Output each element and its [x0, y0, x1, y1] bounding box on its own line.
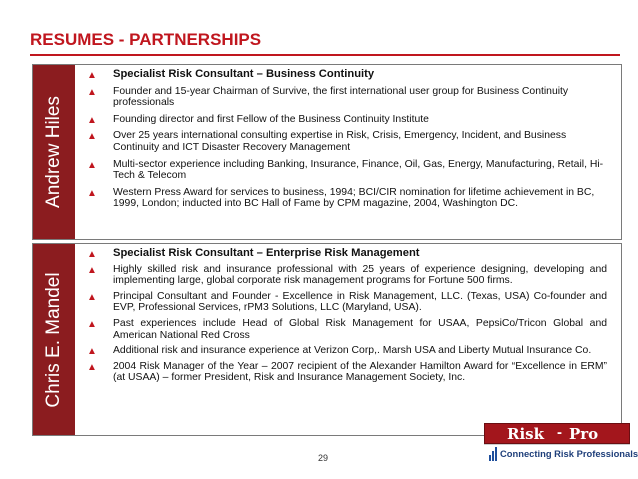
triangle-bullet-icon: ▲	[87, 264, 97, 276]
name-sidebar	[33, 244, 75, 435]
list-item	[83, 291, 607, 314]
logo-word-pro: Pro	[569, 425, 599, 443]
list-item	[83, 159, 607, 182]
headline-text: Specialist Risk Consultant – Enterprise Risk Management	[113, 247, 420, 259]
list-item-text: 2004 Risk Manager of the Year – 2007 recipient of the Alexander Hamilton Award for “Excellence in ERM” (at USAA) – former President, Risk and Insurance Management Society, Inc.	[113, 360, 607, 384]
list-item-text: Over 25 years international consulting expertise in Risk, Crisis, Emergency, Incident, and Business Continuity and ICT Disaster Recovery Management	[113, 130, 567, 153]
list-item-text: Multi-sector experience including Banking, Insurance, Finance, Oil, Gas, Energy, Manufacturing, Retail, Hi-Tech & Telecom	[113, 158, 604, 182]
title-divider	[30, 54, 620, 56]
list-item	[83, 187, 607, 210]
list-item	[83, 86, 607, 109]
triangle-bullet-icon: ▲	[87, 291, 97, 303]
logo-separator: -	[557, 424, 562, 441]
logo-word-risk: Risk	[507, 425, 545, 443]
triangle-bullet-icon: ▲	[87, 70, 97, 81]
slide-title: RESUMES - PARTNERSHIPS	[30, 30, 262, 49]
logo-banner	[484, 423, 630, 444]
list-item-text: Founder and 15-year Chairman of Survive, the first international user group for Business Continuity professionals	[113, 85, 569, 109]
triangle-bullet-icon: ▲	[87, 159, 97, 171]
name-sidebar	[33, 65, 75, 239]
list-item-text: Past experiences include Head of Global Risk Management for USAA, PepsiCo/Tricon Global and American National Red Cross	[113, 317, 607, 341]
person-name: Chris E. Mandel	[43, 271, 64, 408]
risk-pro-logo	[484, 423, 638, 465]
list-item	[83, 130, 607, 153]
list-item-text: Additional risk and insurance experience at Verizon Corp,. Marsh USA and Liberty Mutual Insurance Co.	[113, 345, 592, 357]
triangle-bullet-icon: ▲	[87, 114, 97, 126]
list-item	[83, 318, 607, 341]
triangle-bullet-icon: ▲	[87, 361, 97, 373]
logo-tagline: Connecting Risk Professionals	[500, 448, 638, 459]
list-item	[83, 345, 607, 357]
triangle-bullet-icon: ▲	[87, 318, 97, 330]
list-item	[83, 361, 607, 384]
resume-headline	[83, 248, 607, 260]
list-item	[83, 264, 607, 287]
headline-text: Specialist Risk Consultant – Business Continuity	[113, 68, 375, 80]
resume-headline	[83, 69, 607, 81]
bar-chart-icon	[489, 447, 497, 461]
resume-panel-chris-mandel	[32, 243, 622, 436]
triangle-bullet-icon: ▲	[87, 86, 97, 98]
list-item-text: Founding director and first Fellow of the Business Continuity Institute	[113, 113, 429, 125]
triangle-bullet-icon: ▲	[87, 346, 97, 358]
person-name: Andrew Hiles	[43, 96, 64, 208]
resume-bullet-list	[83, 248, 607, 388]
resume-bullet-list	[83, 69, 607, 215]
list-item	[83, 114, 607, 126]
triangle-bullet-icon: ▲	[87, 249, 97, 260]
page-number: 29	[318, 453, 329, 463]
triangle-bullet-icon: ▲	[87, 131, 97, 143]
resume-panel-andrew-hiles	[32, 64, 622, 240]
list-item-text: Highly skilled risk and insurance professional with 25 years of experience designing, developing and implementing large, global corporate risk management programs for Fortune 500 firms.	[113, 263, 607, 287]
list-item-text: Western Press Award for services to business, 1994; BCI/CIR nomination for lifetime achievement in BC, 1999, London; inducted into BC Hall of Fame by CPM magazine, 2004, Washington DC.	[113, 186, 595, 210]
triangle-bullet-icon: ▲	[87, 187, 97, 199]
list-item-text: Principal Consultant and Founder - Excellence in Risk Management, LLC. (Texas, USA) Co-founder and EVP, Professional Services, rPM3 Solutions, LLC (Maryland, USA).	[113, 290, 607, 314]
